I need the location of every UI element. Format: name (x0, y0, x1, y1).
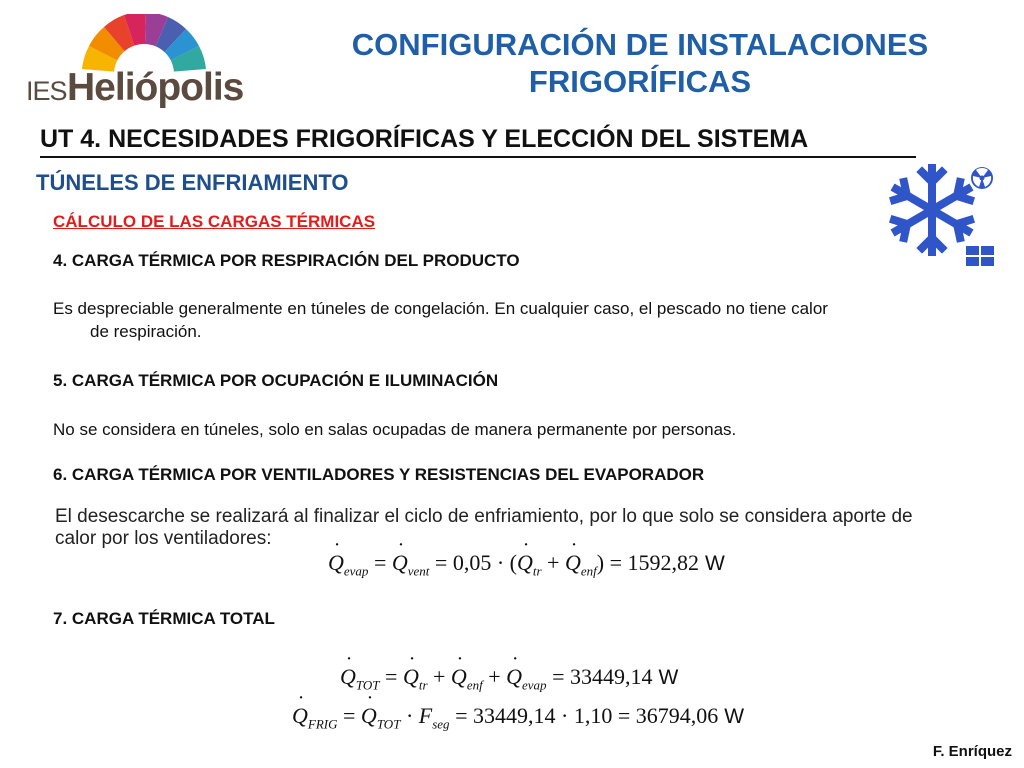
paragraph-4-line-2: de respiración. (90, 322, 202, 341)
section-heading: TÚNELES DE ENFRIAMIENTO (36, 170, 349, 195)
evaporator-icon (966, 246, 994, 266)
unit-heading: UT 4. NECESIDADES FRIGORÍFICAS Y ELECCIÓN DEL SISTEMA (40, 125, 809, 153)
author-credit: F. Enríquez (932, 743, 1012, 760)
paragraph-5: No se considera en túneles, solo en salas ocupadas de manera permanente por personas. (53, 420, 737, 439)
heading-5: 5. CARGA TÉRMICA POR OCUPACIÓN E ILUMINACIÓN (53, 371, 499, 390)
unit-underline (40, 156, 916, 158)
equation-total: ˙ $Q_{TOT}$ = ˙ $Q_{tr}$ + ˙ $Q_{enf}$ + ˙ $Q_{evap} = 33449,14$ W (340, 664, 678, 693)
defrost-description: El desescarche se realizará al finalizar el ciclo de enfriamiento, por lo que solo se considera aporte de calor por los ventiladores: (55, 506, 913, 549)
calc-heading: CÁLCULO DE LAS CARGAS TÉRMICAS (53, 212, 376, 231)
page-title (300, 26, 980, 100)
heading-4: 4. CARGA TÉRMICA POR RESPIRACIÓN DEL PRODUCTO (53, 251, 520, 270)
paragraph-4-line-1: Es despreciable generalmente en túneles de congelación. En cualquier caso, el pescado no tiene calor (53, 299, 828, 318)
heading-6: 6. CARGA TÉRMICA POR VENTILADORES Y RESISTENCIAS DEL EVAPORADOR (53, 465, 705, 484)
title-line-1: CONFIGURACIÓN DE INSTALACIONES (351, 27, 929, 62)
title-line-2: FRIGORÍFICAS (528, 64, 752, 99)
logo-name: Heliópolis (67, 66, 244, 109)
logo-prefix: IES (26, 76, 67, 106)
fan-icon (971, 167, 993, 189)
snowflake-icon (882, 162, 1002, 272)
heading-7: 7. CARGA TÉRMICA TOTAL (53, 609, 275, 628)
equation-evap: ˙ $Q_{evap}$ = ˙ $Q_{vent} = 0,05$ · (˙ $Q_{tr}$ + ˙ $Q_{enf}) = 1592,82$ W (328, 550, 725, 579)
equation-frig: ˙ $Q_{FRIG}$ = ˙ $Q_{TOT} \cdot F_{seg} = 33449,14 \cdot 1,10 = 36794,06$ W (292, 703, 744, 732)
